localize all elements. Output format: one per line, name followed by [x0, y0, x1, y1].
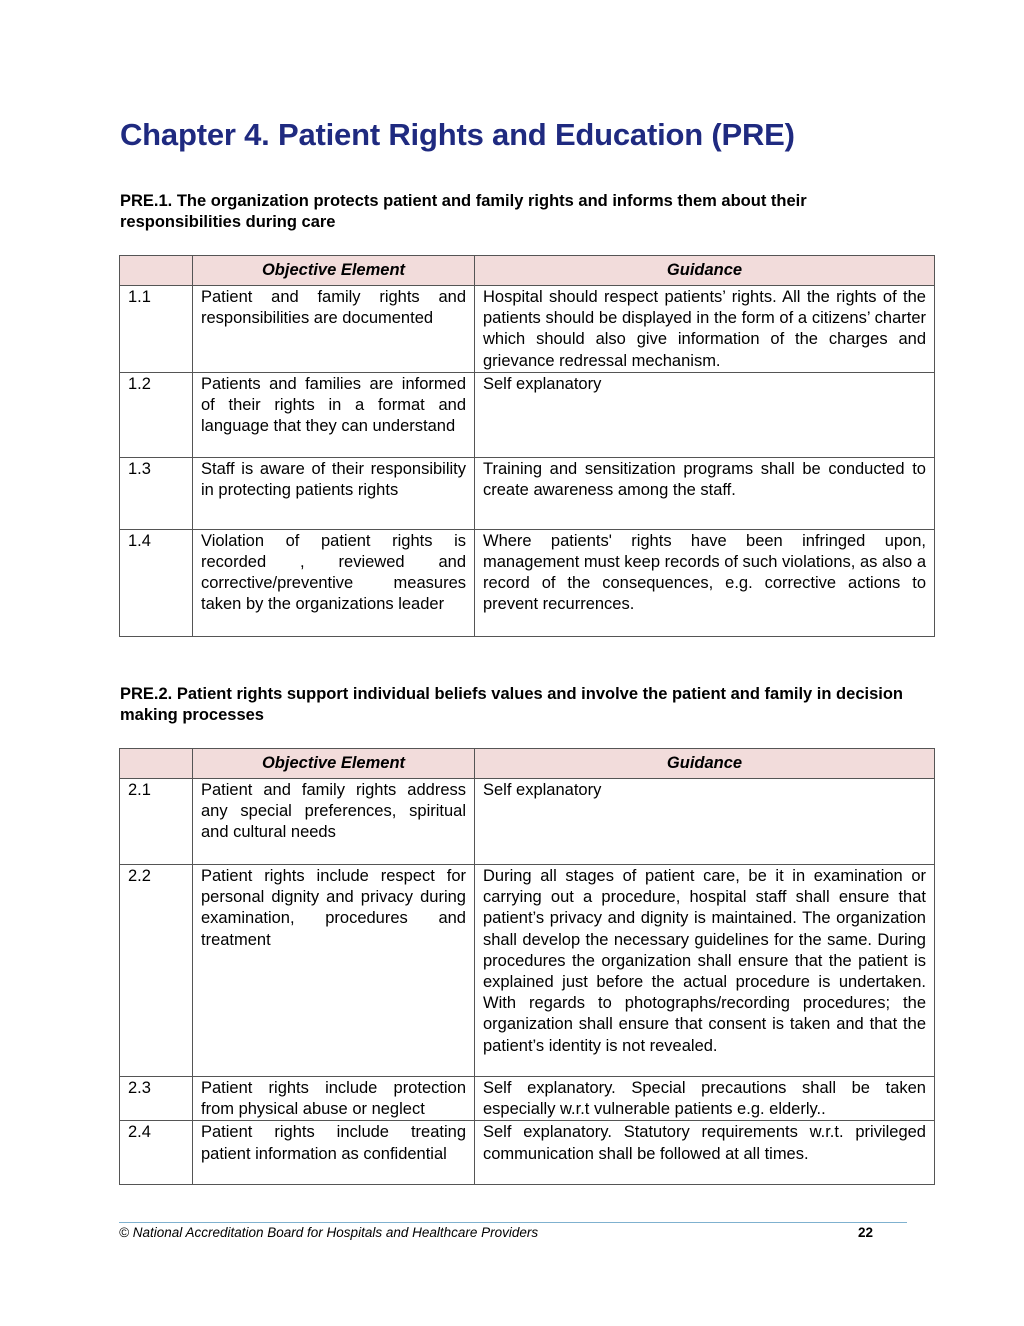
element-number: 2.2 [120, 865, 193, 1077]
table-row [120, 779, 935, 865]
section-heading-pre1: PRE.1. The organization protects patient and family rights and informs them about their responsibilities during care [120, 192, 807, 231]
objective-element-text: Patient rights include respect for personal dignity and privacy during examination, procedures and treatment [193, 865, 475, 1077]
objective-element-text: Patient rights include protection from physical abuse or neglect [193, 1077, 475, 1121]
objective-element-text: Patient and family rights address any special preferences, spiritual and cultural needs [193, 779, 475, 865]
element-number: 2.3 [120, 1077, 193, 1121]
objective-element-text: Staff is aware of their responsibility in protecting patients rights [193, 457, 475, 529]
objective-table-pre2 [119, 748, 935, 1185]
page-number: 22 [858, 1225, 874, 1240]
header-objective-element: Objective Element [193, 749, 475, 779]
chapter-title: Chapter 4. Patient Rights and Education (PRE) [120, 117, 795, 152]
table-row [120, 372, 935, 457]
element-number: 1.3 [120, 457, 193, 529]
section-heading-pre2: PRE.2. Patient rights support individual beliefs values and involve the patient and family in decision making processes [120, 685, 903, 724]
objective-table-pre1 [119, 255, 935, 637]
guidance-text: Training and sensitization programs shall be conducted to create awareness among the staff. [475, 457, 935, 529]
table-header-row [120, 749, 935, 779]
table-row [120, 529, 935, 636]
header-number-cell [120, 749, 193, 779]
element-number: 2.1 [120, 779, 193, 865]
guidance-text: Self explanatory. Special precautions shall be taken especially w.r.t vulnerable patients e.g. elderly.. [475, 1077, 935, 1121]
objective-element-text: Patient rights include treating patient information as confidential [193, 1121, 475, 1185]
table-row [120, 865, 935, 1077]
element-number: 1.4 [120, 529, 193, 636]
guidance-text: Self explanatory [475, 779, 935, 865]
table-row [120, 1077, 935, 1121]
table-header-row [120, 256, 935, 286]
objective-element-text: Patient and family rights and responsibilities are documented [193, 286, 475, 373]
table-row [120, 1121, 935, 1185]
guidance-text: Hospital should respect patients’ rights. All the rights of the patients should be displayed in the form of a citizens’ charter which should also give information of the charges and grievance redressal mechanism. [475, 286, 935, 373]
element-number: 2.4 [120, 1121, 193, 1185]
guidance-text: Where patients' rights have been infringed upon, management must keep records of such violations, as also a record of the consequences, e.g. corrective actions to prevent recurrences. [475, 529, 935, 636]
element-number: 1.1 [120, 286, 193, 373]
objective-element-text: Patients and families are informed of their rights in a format and language that they can understand [193, 372, 475, 457]
header-number-cell [120, 256, 193, 286]
guidance-text: During all stages of patient care, be it in examination or carrying out a procedure, hospital staff shall ensure that patient’s privacy and dignity is maintained. The organization shall develop the necessary guidelines for the same. During procedures the organization shall ensure that the patient is explained just before the actual procedure is undertaken. With regards to photographs/recording procedures; the organization shall ensure that consent is taken and that the patient’s identity is not revealed. [475, 865, 935, 1077]
footer-divider [119, 1222, 907, 1223]
table-row [120, 286, 935, 373]
guidance-text: Self explanatory. Statutory requirements w.r.t. privileged communication shall be followed at all times. [475, 1121, 935, 1185]
element-number: 1.2 [120, 372, 193, 457]
header-objective-element: Objective Element [193, 256, 475, 286]
header-guidance: Guidance [475, 749, 935, 779]
header-guidance: Guidance [475, 256, 935, 286]
objective-element-text: Violation of patient rights is recorded , reviewed and corrective/preventive measures taken by the organizations leader [193, 529, 475, 636]
guidance-text: Self explanatory [475, 372, 935, 457]
footer-copyright: © National Accreditation Board for Hospitals and Healthcare Providers [119, 1225, 539, 1240]
table-row [120, 457, 935, 529]
